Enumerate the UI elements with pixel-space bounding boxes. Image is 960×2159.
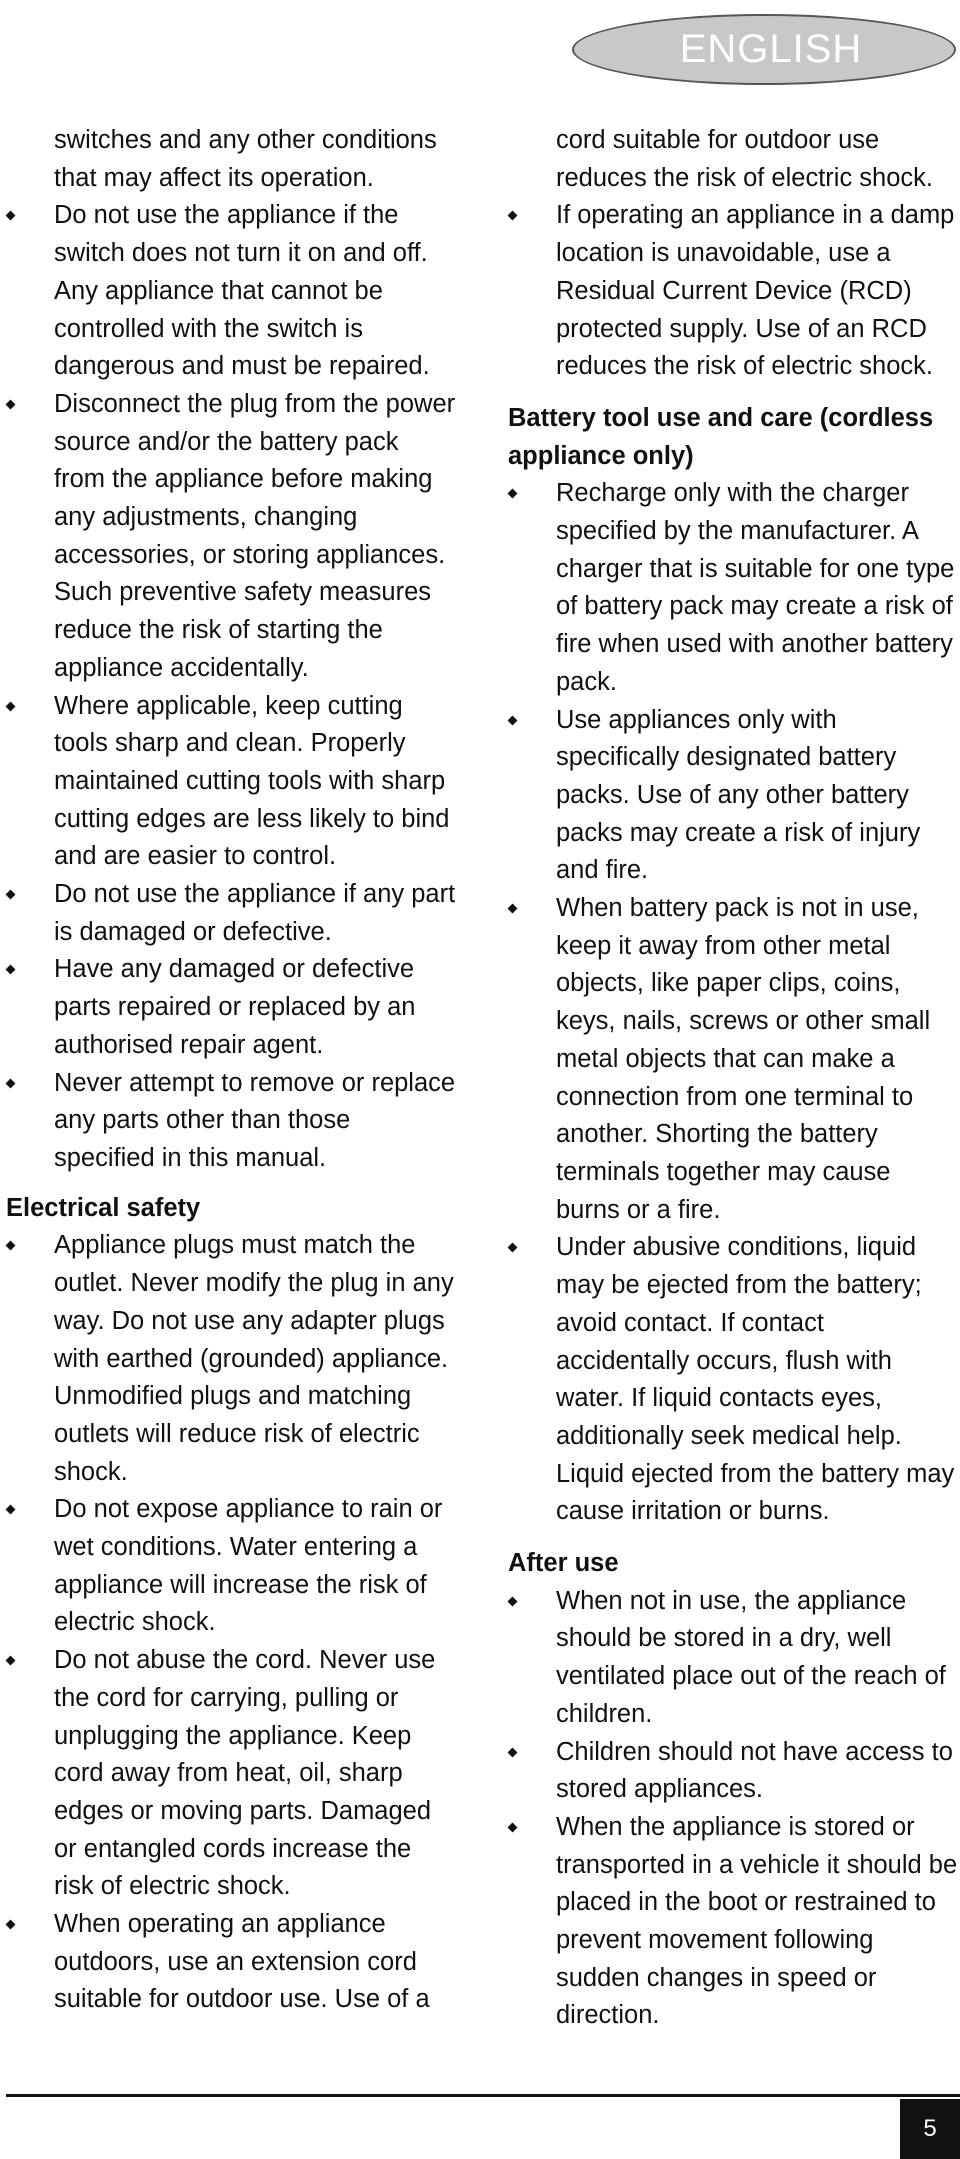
list-item-text: When battery pack is not in use, keep it away from other metal objects, like paper clips, coins, keys, nails, screws or other small metal objects that can make a connection from one terminal to another. Shorting the battery terminals together may cause burns or a fire. [556,894,931,1224]
page-number: 5 [900,2099,960,2159]
list-item-text: Do not expose appliance to rain or wet conditions. Water entering a appliance will increase the risk of electric shock. [54,1495,443,1637]
list-item-text: Do not abuse the cord. Never use the cord for carrying, pulling or unplugging the appliance. Keep cord away from heat, oil, sharp edges or moving parts. Damaged or entangled cords increase the risk of electric shock. [54,1646,436,1901]
footer-rule [6,2094,960,2097]
list-item [508,475,958,701]
diamond-bullet-icon [6,399,16,409]
safety-list [6,197,456,1177]
diamond-bullet-icon [508,1822,518,1832]
diamond-bullet-icon [6,1078,16,1088]
list-item-text: Children should not have access to stored appliances. [556,1737,953,1804]
electrical-safety-list-continued [508,197,958,386]
section-heading-electrical-safety: Electrical safety [6,1193,201,1222]
diamond-bullet-icon [508,715,518,725]
diamond-bullet-icon [6,1656,16,1666]
diamond-bullet-icon [6,965,16,975]
list-item-text: When the appliance is stored or transported in a vehicle it should be placed in the boot or restrained to prevent movement following sudden changes in speed or direction. [556,1812,958,2030]
diamond-bullet-icon [508,489,518,499]
list-item [508,890,958,1229]
list-item-text: Do not use the appliance if any part is damaged or defective. [54,880,456,946]
continued-text: switches and any other conditions that may affect its operation. [54,126,437,192]
language-label: ENGLISH [679,27,863,71]
battery-tool-list [508,475,958,1531]
list-item [508,1229,958,1531]
list-item [6,1491,456,1642]
section-heading-battery-tool: Battery tool use and care (cordless appliance only) [508,403,934,470]
right-column [508,122,958,2035]
electrical-safety-list [6,1227,456,2019]
list-item-text: Appliance plugs must match the outlet. Never modify the plug in any way. Do not use any adapter plugs with earthed (grounded) appliance. Unmodified plugs and matching outlets will reduce risk of electric shock. [54,1231,454,1486]
diamond-bullet-icon [6,1505,16,1515]
list-item [508,1583,958,1734]
list-item [6,951,456,1064]
list-item [6,197,456,386]
diamond-bullet-icon [6,890,16,900]
list-item [6,1906,456,2019]
list-item [508,197,958,386]
diamond-bullet-icon [6,1920,16,1930]
diamond-bullet-icon [508,1596,518,1606]
language-badge [572,14,956,85]
list-item [6,1642,456,1906]
list-item [6,1065,456,1178]
section-heading-after-use: After use [508,1549,619,1578]
list-item [508,702,958,891]
diamond-bullet-icon [6,1241,16,1251]
list-item [6,688,456,877]
diamond-bullet-icon [6,211,16,221]
list-item-text: Recharge only with the charger specified by the manufacturer. A charger that is suitable for one type of battery pack may create a risk of fire when used with another battery pack. [556,479,955,696]
list-item [6,1227,456,1491]
diamond-bullet-icon [508,1243,518,1253]
list-item [508,1734,958,1809]
list-item-text: If operating an appliance in a damp location is unavoidable, use a Residual Current Device (RCD) protected supply. Use of an RCD reduces the risk of electric shock. [556,201,955,381]
list-item-text: When not in use, the appliance should be stored in a dry, well ventilated place out of the reach of children. [556,1586,946,1728]
list-item-text: When operating an appliance outdoors, use an extension cord suitable for outdoor use. Use of a [54,1910,430,2014]
left-column [6,122,456,2019]
list-item-text: Use appliances only with specifically designated battery packs. Use of any other battery packs may create a risk of injury and fire. [556,705,921,885]
diamond-bullet-icon [508,1747,518,1757]
list-item-text: Never attempt to remove or replace any parts other than those specified in this manual. [54,1068,456,1172]
diamond-bullet-icon [508,211,518,221]
list-item [508,1809,958,2035]
diamond-bullet-icon [508,904,518,914]
list-item-text: Do not use the appliance if the switch does not turn it on and off. Any appliance that cannot be controlled with the switch is dangerous and must be repaired. [54,201,430,381]
list-item-text: Have any damaged or defective parts repaired or replaced by an authorised repair agent. [54,955,416,1059]
list-item [6,876,456,951]
list-item-text: Disconnect the plug from the power source and/or the battery pack from the appliance before making any adjustments, changing accessories, or storing appliances. Such preventive safety measures reduce the risk of starting the appliance accidentally. [54,389,456,682]
list-item-text: Where applicable, keep cutting tools sharp and clean. Properly maintained cutting tools with sharp cutting edges are less likely to bind and are easier to control. [54,691,450,871]
list-item-text: Under abusive conditions, liquid may be ejected from the battery; avoid contact. If contact accidentally occurs, flush with water. If liquid contacts eyes, additionally seek medical help. Liquid ejected from the battery may cause irritation or burns. [556,1233,955,1526]
continued-text: cord suitable for outdoor use reduces the risk of electric shock. [556,126,933,192]
diamond-bullet-icon [6,701,16,711]
after-use-list [508,1583,958,2035]
list-item [6,386,456,688]
